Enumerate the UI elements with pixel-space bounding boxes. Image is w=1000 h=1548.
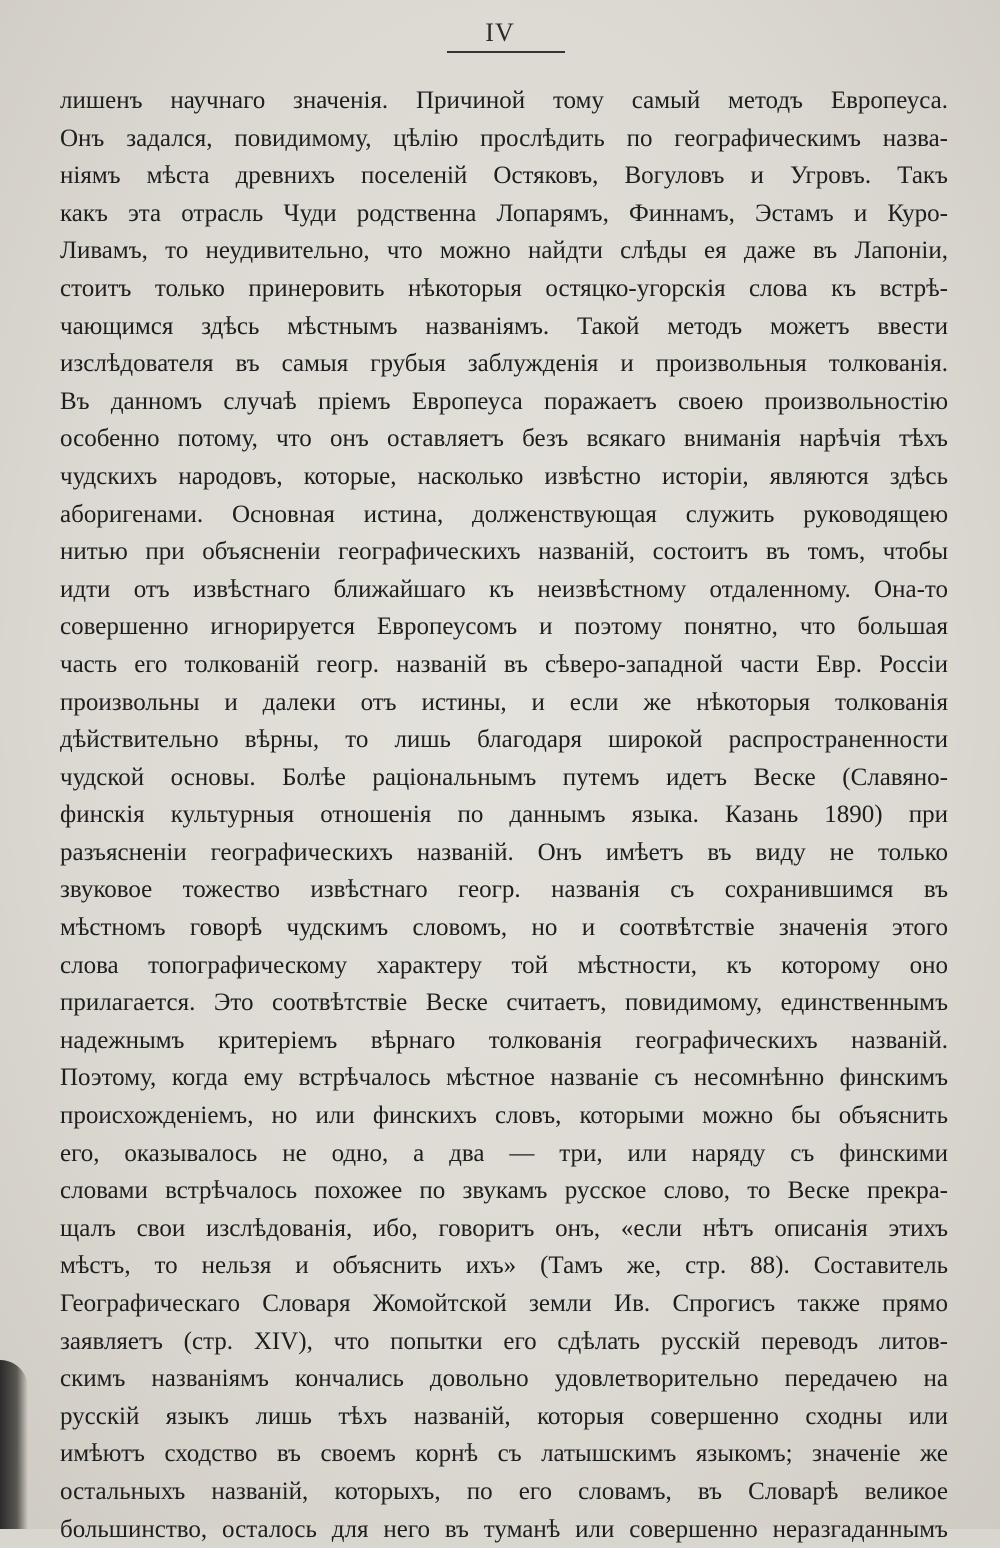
text-line: стоитъ только принеровить нѣкоторыя остяцко-угорскія слова къ встрѣ- xyxy=(60,274,948,302)
text-line: ніямъ мѣста древнихъ поселеній Остяковъ, Вогуловъ и Угровъ. Такъ xyxy=(60,162,948,190)
text-line: аборигенами. Основная истина, долженствующая служить руководящею xyxy=(60,500,948,528)
text-line: имѣютъ сходство въ своемъ корнѣ съ латышскимъ языкомъ; значеніе же xyxy=(60,1440,948,1468)
text-line: разъясненіи географическихъ названій. Онъ имѣетъ въ виду не только xyxy=(60,838,948,866)
text-line: большинство, осталось для него въ туманѣ или совершенно неразгаданнымъ xyxy=(60,1515,948,1543)
binding-shadow xyxy=(0,1360,28,1529)
text-line: мѣстномъ говорѣ чудскимъ словомъ, но и соотвѣтствіе значенія этого xyxy=(60,914,948,942)
text-line: нитью при объясненіи географическихъ названій, состоитъ въ томъ, чтобы xyxy=(60,538,948,566)
text-line: мѣстъ, то нельзя и объяснить ихъ» (Тамъ же, стр. 88). Составитель xyxy=(60,1252,948,1280)
text-line: щалъ свои изслѣдованія, ибо, говоритъ онъ, «если нѣтъ описанія этихъ xyxy=(60,1214,948,1242)
text-line: Онъ задался, повидимому, цѣлію прослѣдить по географическимъ назва- xyxy=(60,124,948,152)
text-line: финскія культурныя отношенія по даннымъ языка. Казань 1890) при xyxy=(60,801,948,829)
text-line: словами встрѣчалось похожее по звукамъ русское слово, то Веске прекра- xyxy=(60,1177,948,1205)
text-line: Въ данномъ случаѣ пріемъ Европеуса поражаетъ своею произвольностію xyxy=(60,387,948,415)
text-line: звуковое тожество извѣстнаго геогр. названія съ сохранившимся въ xyxy=(60,876,948,904)
text-line: скимъ названіямъ кончались довольно удовлетворительно передачею на xyxy=(60,1365,948,1393)
text-line: лишенъ научнаго значенія. Причиной тому самый методъ Европеуса. xyxy=(60,87,948,114)
header-rule xyxy=(447,51,565,53)
text-line: Ливамъ, то неудивительно, что можно найдти слѣды ея даже въ Лапоніи, xyxy=(60,237,948,265)
text-line: особенно потому, что онъ оставляетъ безъ всякаго вниманія нарѣчія тѣхъ xyxy=(60,425,948,453)
text-line: какъ эта отрасль Чуди родственна Лопарямъ, Финнамъ, Эстамъ и Куро- xyxy=(60,199,948,227)
text-line: Поэтому, когда ему встрѣчалось мѣстное названіе съ несомнѣнно финскимъ xyxy=(60,1064,948,1092)
text-line: произвольны и далеки отъ истины, и если же нѣкоторыя толкованія xyxy=(60,688,948,716)
text-line: надежнымъ критеріемъ вѣрнаго толкованія географическихъ названій. xyxy=(60,1026,948,1054)
text-line: часть его толкованій геогр. названій въ сѣверо-западной части Евр. Россіи xyxy=(60,650,948,678)
page-number: IV xyxy=(485,18,515,47)
body-text xyxy=(60,82,948,1548)
text-line: изслѣдователя въ самыя грубыя заблужденія и произвольныя толкованія. xyxy=(60,350,948,378)
text-line: чающимся здѣсь мѣстнымъ названіямъ. Такой методъ можетъ ввести xyxy=(60,312,948,340)
text-line: чудской основы. Болѣе раціональнымъ путемъ идетъ Веске (Славяно- xyxy=(60,763,948,791)
text-line: прилагается. Это соотвѣтствіе Веске считаетъ, повидимому, единственнымъ xyxy=(60,989,948,1017)
text-line: совершенно игнорируется Европеусомъ и поэтому понятно, что большая xyxy=(60,613,948,641)
text-line: дѣйствительно вѣрны, то лишь благодаря широкой распространенности xyxy=(60,726,948,754)
text-line: заявляетъ (стр. XIV), что попытки его сдѣлать русскій переводъ литов- xyxy=(60,1327,948,1355)
text-line: Географическаго Словаря Жомойтской земли Ив. Спрогисъ также прямо xyxy=(60,1290,948,1317)
text-line: происхожденіемъ, но или финскихъ словъ, которыми можно бы объяснить xyxy=(60,1102,948,1130)
text-line: остальныхъ названій, которыхъ, по его словамъ, въ Словарѣ великое xyxy=(60,1477,948,1505)
text-line: слова топографическому характеру той мѣстности, къ которому оно xyxy=(60,951,948,979)
text-line: его, оказывалось не одно, а два — три, или наряду съ финскими xyxy=(60,1139,948,1167)
text-line: идти отъ извѣстнаго ближайшаго къ неизвѣстному отдаленному. Она-то xyxy=(60,575,948,603)
text-line: русскій языкъ лишь тѣхъ названій, которыя совершенно сходны или xyxy=(60,1402,948,1430)
text-line: чудскихъ народовъ, которые, насколько извѣстно исторіи, являются здѣсь xyxy=(60,462,948,490)
